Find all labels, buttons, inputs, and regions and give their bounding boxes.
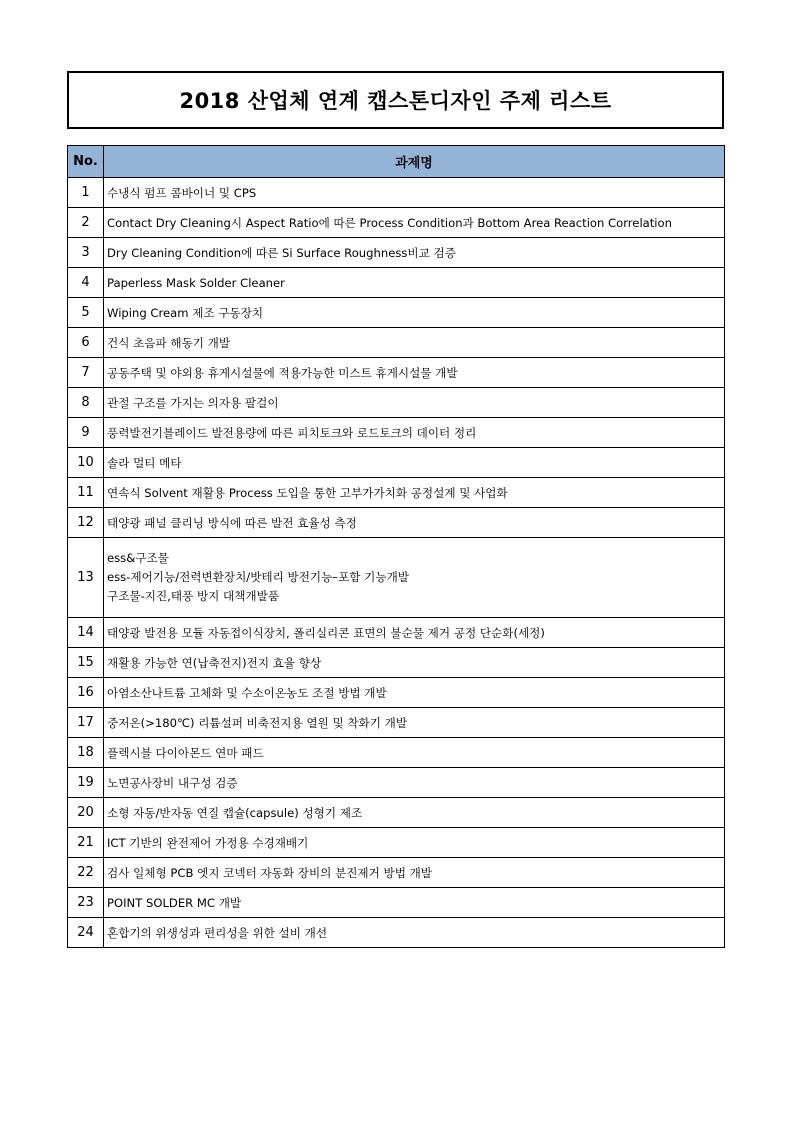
row-number: 3: [68, 238, 104, 268]
table-row: [68, 918, 725, 948]
table-row: [68, 478, 725, 508]
project-name: 플렉시블 다이아몬드 연마 패드: [104, 738, 725, 768]
table-row: [68, 328, 725, 358]
row-number: 19: [68, 768, 104, 798]
table-row: [68, 418, 725, 448]
project-name: 재활용 가능한 연(납축전지)전지 효율 향상: [104, 648, 725, 678]
row-number: 15: [68, 648, 104, 678]
project-name: 노면공사장비 내구성 검증: [104, 768, 725, 798]
page-title: 2018 산업체 연계 캡스톤디자인 주제 리스트: [179, 89, 612, 113]
row-number: 6: [68, 328, 104, 358]
project-name-line: ess-제어기능/전력변환장치/밧테리 방전기능–포함 기능개발: [107, 570, 409, 584]
table-row: [68, 178, 725, 208]
title-box: [67, 71, 724, 129]
table-row: [68, 618, 725, 648]
row-number: 4: [68, 268, 104, 298]
row-number: 22: [68, 858, 104, 888]
table-row: [68, 828, 725, 858]
project-name: [104, 538, 725, 618]
table-row: [68, 238, 725, 268]
row-number: 13: [68, 538, 104, 618]
table-row: [68, 448, 725, 478]
table-row: [68, 508, 725, 538]
row-number: 20: [68, 798, 104, 828]
row-number: 5: [68, 298, 104, 328]
table-row: [68, 678, 725, 708]
project-name: 솔라 멀티 메타: [104, 448, 725, 478]
project-name: 연속식 Solvent 재활용 Process 도입을 통한 고부가가치화 공정설계 및 사업화: [104, 478, 725, 508]
row-number: 21: [68, 828, 104, 858]
project-name: 아염소산나트륨 고체화 및 수소이온농도 조절 방법 개발: [104, 678, 725, 708]
row-number: 16: [68, 678, 104, 708]
row-number: 1: [68, 178, 104, 208]
row-number: 17: [68, 708, 104, 738]
row-number: 7: [68, 358, 104, 388]
table-row: [68, 858, 725, 888]
project-name: 관절 구조를 가지는 의자용 팔걸이: [104, 388, 725, 418]
row-number: 18: [68, 738, 104, 768]
table-row: [68, 298, 725, 328]
table-row: [68, 358, 725, 388]
table-row: [68, 268, 725, 298]
table-row: [68, 798, 725, 828]
project-name: 태양광 패널 클리닝 방식에 따른 발전 효율성 측정: [104, 508, 725, 538]
project-name: 중저온(>180℃) 리튬설퍼 비축전지용 열원 및 착화기 개발: [104, 708, 725, 738]
table-row: [68, 538, 725, 618]
table-header-row: [68, 146, 725, 178]
table-row: [68, 738, 725, 768]
project-name: 소형 자동/반자동 연질 캡슐(capsule) 성형기 제조: [104, 798, 725, 828]
project-name: Wiping Cream 제조 구동장치: [104, 298, 725, 328]
row-number: 10: [68, 448, 104, 478]
table-row: [68, 648, 725, 678]
project-name: 공동주택 및 야외용 휴게시설물에 적용가능한 미스트 휴게시설물 개발: [104, 358, 725, 388]
project-name: Contact Dry Cleaning시 Aspect Ratio에 따른 Process Condition과 Bottom Area Reaction Correlation: [104, 208, 725, 238]
project-name: 검사 일체형 PCB 엣지 코넥터 자동화 장비의 분진제거 방법 개발: [104, 858, 725, 888]
row-number: 11: [68, 478, 104, 508]
project-name: ICT 기반의 완전제어 가정용 수경재배기: [104, 828, 725, 858]
row-number: 9: [68, 418, 104, 448]
row-number: 2: [68, 208, 104, 238]
row-number: 8: [68, 388, 104, 418]
table-body: [68, 178, 725, 948]
row-number: 14: [68, 618, 104, 648]
project-name: 풍력발전기블레이드 발전용량에 따른 피치토크와 로드토크의 데이터 정리: [104, 418, 725, 448]
project-name: Paperless Mask Solder Cleaner: [104, 268, 725, 298]
project-name: 건식 초음파 해동기 개발: [104, 328, 725, 358]
table-row: [68, 768, 725, 798]
project-name: Dry Cleaning Condition에 따른 Si Surface Roughness비교 검증: [104, 238, 725, 268]
project-name-line: ess&구조물: [107, 551, 169, 565]
project-name-line: 구조물-지진,태풍 방지 대책개발품: [107, 589, 280, 603]
header-project-name: 과제명: [104, 146, 725, 178]
table-row: [68, 708, 725, 738]
header-no: No.: [68, 146, 104, 178]
row-number: 12: [68, 508, 104, 538]
row-number: 24: [68, 918, 104, 948]
table-row: [68, 888, 725, 918]
project-table: [67, 145, 725, 948]
row-number: 23: [68, 888, 104, 918]
project-name: 혼합기의 위생성과 편리성을 위한 설비 개선: [104, 918, 725, 948]
project-name: POINT SOLDER MC 개발: [104, 888, 725, 918]
project-name: 수냉식 펌프 콤바이너 및 CPS: [104, 178, 725, 208]
project-name: 태양광 발전용 모듈 자동접이식장치, 폴리실리콘 표면의 불순물 제거 공정 단순화(세정): [104, 618, 725, 648]
table-row: [68, 208, 725, 238]
table-row: [68, 388, 725, 418]
